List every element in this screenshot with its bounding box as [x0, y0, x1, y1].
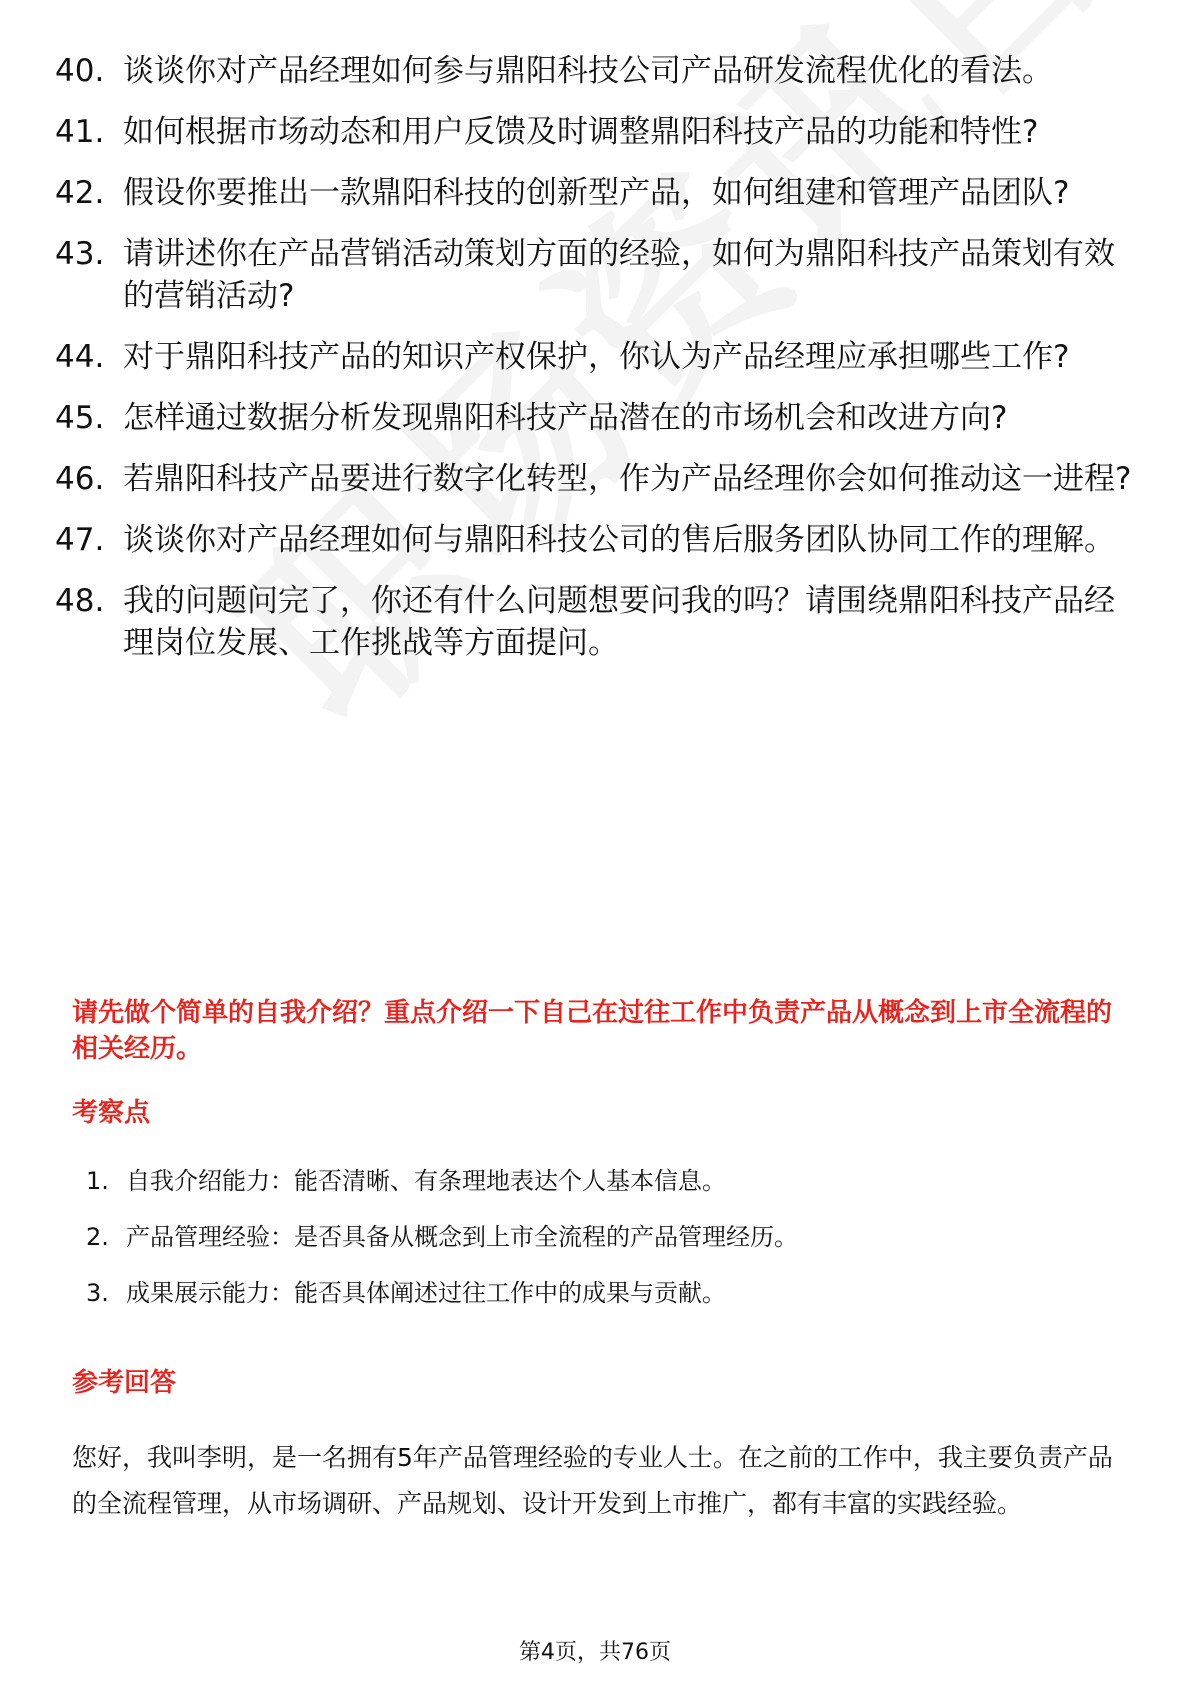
question-item [55, 397, 1140, 439]
question-number: 46. [55, 461, 105, 497]
question-item [55, 458, 1140, 500]
question-list [55, 50, 1140, 683]
question-number: 48. [55, 583, 105, 619]
question-text: 怎样通过数据分析发现鼎阳科技产品潜在的市场机会和改进方向? [123, 400, 1008, 436]
page-footer: 第4页，共76页 [519, 1640, 671, 1665]
question-number: 47. [55, 522, 105, 558]
question-number: 44. [55, 339, 105, 375]
assessment-list [86, 1165, 1126, 1333]
question-item [55, 580, 1140, 664]
assessment-number: 1. [86, 1167, 109, 1195]
section-heading-answer: 参考回答 [72, 1368, 177, 1398]
question-item [55, 519, 1140, 561]
question-text: 我的问题问完了，你还有什么问题想要问我的吗？请围绕鼎阳科技产品经理岗位发展、工作挑战等方面提问。 [123, 583, 1115, 661]
assessment-item [86, 1221, 1126, 1253]
assessment-item [86, 1165, 1126, 1197]
question-text: 谈谈你对产品经理如何与鼎阳科技公司的售后服务团队协同工作的理解。 [123, 522, 1115, 558]
intro-question: 请先做个简单的自我介绍？重点介绍一下自己在过往工作中负责产品从概念到上市全流程的相关经历。 [72, 998, 1113, 1064]
question-item [55, 111, 1140, 153]
question-number: 42. [55, 175, 105, 211]
question-number: 45. [55, 400, 105, 436]
assessment-text: 自我介绍能力：能否清晰、有条理地表达个人基本信息。 [126, 1167, 726, 1195]
question-text: 谈谈你对产品经理如何参与鼎阳科技公司产品研发流程优化的看法。 [123, 53, 1053, 89]
question-item [55, 172, 1140, 214]
question-number: 40. [55, 53, 105, 89]
assessment-item [86, 1277, 1126, 1309]
question-item [55, 233, 1140, 317]
assessment-number: 2. [86, 1223, 109, 1251]
assessment-number: 3. [86, 1279, 109, 1307]
question-item [55, 336, 1140, 378]
question-text: 如何根据市场动态和用户反馈及时调整鼎阳科技产品的功能和特性? [123, 114, 1039, 150]
question-text: 若鼎阳科技产品要进行数字化转型，作为产品经理你会如何推动这一进程? [123, 461, 1132, 497]
assessment-text: 成果展示能力：能否具体阐述过往工作中的成果与贡献。 [126, 1279, 726, 1307]
question-text: 对于鼎阳科技产品的知识产权保护，你认为产品经理应承担哪些工作? [123, 339, 1070, 375]
answer-paragraph: 您好，我叫李明，是一名拥有5年产品管理经验的专业人士。在之前的工作中，我主要负责产品的全流程管理，从市场调研、产品规划、设计开发到上市推广，都有丰富的实践经验。 [72, 1443, 1113, 1518]
question-text: 请讲述你在产品营销活动策划方面的经验，如何为鼎阳科技产品策划有效的营销活动? [123, 236, 1115, 314]
question-number: 41. [55, 114, 105, 150]
question-text: 假设你要推出一款鼎阳科技的创新型产品，如何组建和管理产品团队? [123, 175, 1070, 211]
question-item [55, 50, 1140, 92]
assessment-text: 产品管理经验：是否具备从概念到上市全流程的产品管理经历。 [126, 1223, 798, 1251]
section-heading-assessment: 考察点 [72, 1098, 151, 1128]
question-number: 43. [55, 236, 105, 272]
